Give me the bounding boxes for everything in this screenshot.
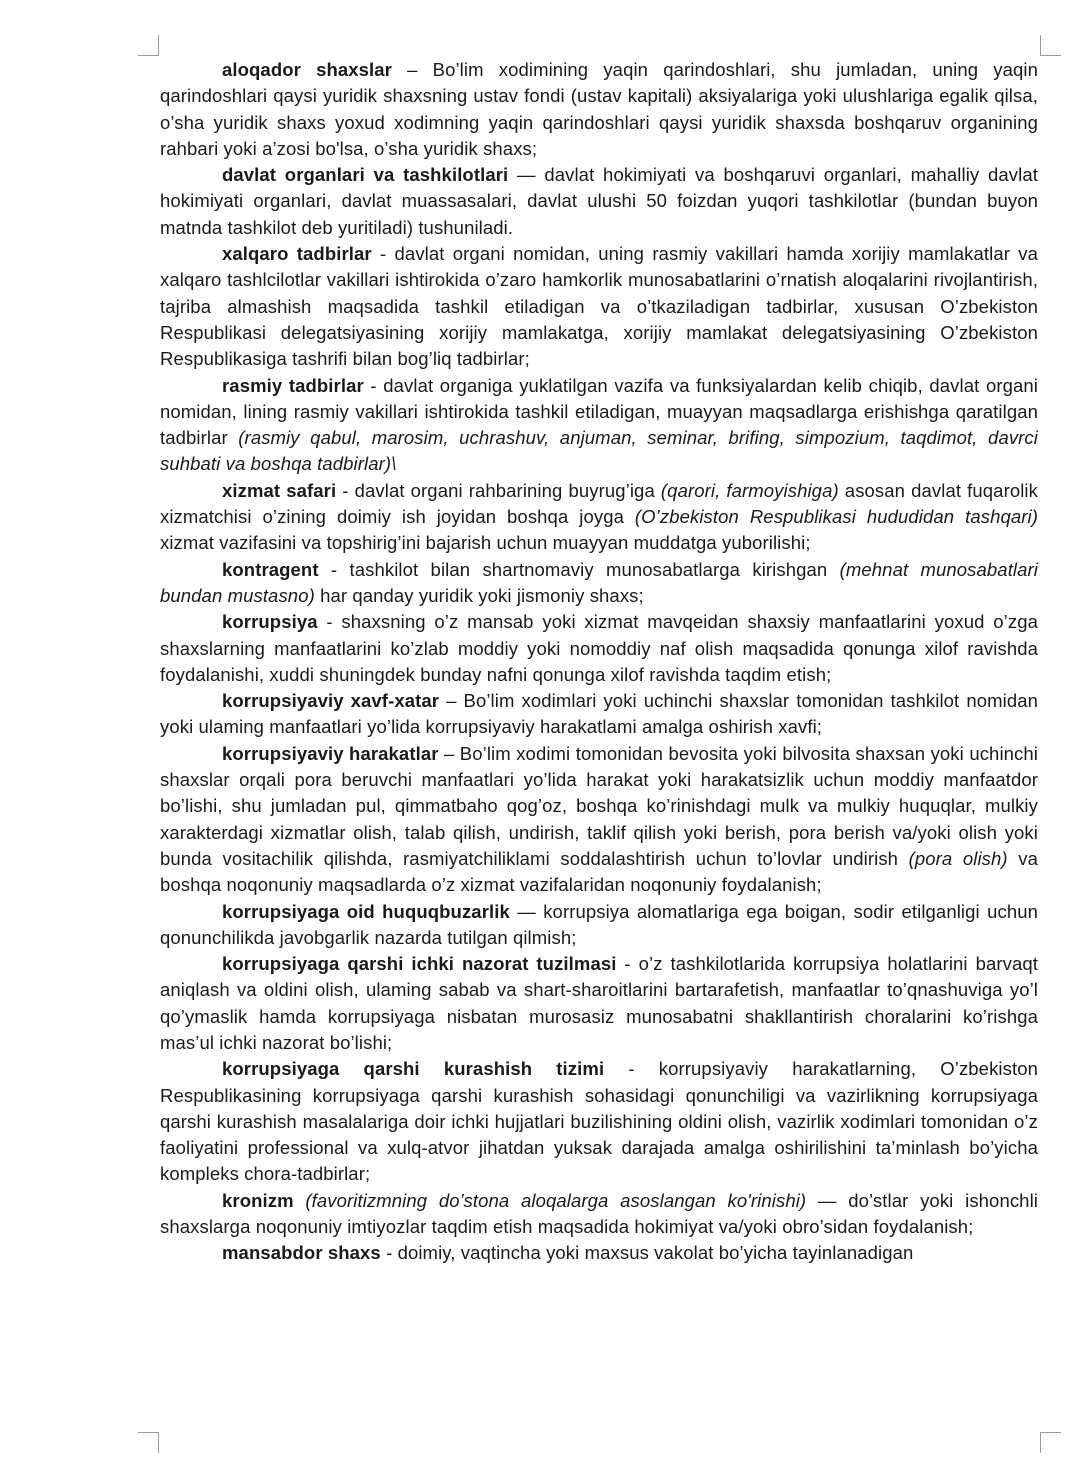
crop-mark-bottom-right (1040, 1432, 1061, 1453)
text-run: - o’z tashkilotlarida korrupsiya holatlarini barvaqt aniqlash va oldini olish, ulaming sabab va shart-sharoitlarini bartarafetish, manfaatlar to’qnashuviga yo’l qo’ymaslik hamda korrupsiyaga nisbatan murosasiz munosabatni shakllantirish choralarini ko’rishga mas’ul ichki nazorat bo’lishi; (160, 953, 1038, 1053)
text-run: — do’stlar yoki ishonchli shaxslarga noqonuniy imtiyozlar taqdim etish maqsadida hokimiyat va/yoki obro’sidan foydalanish; (160, 1189, 1038, 1238)
definition-paragraph (160, 688, 1038, 741)
text-run: har qanday yuridik yoki jismoniy shaxs; (314, 584, 644, 606)
definition-paragraph (160, 609, 1038, 688)
text-run: — davlat hokimiyati va boshqaruvi organlari, mahalliy davlat hokimiyati organlari, davlat muassasalari, davlat ulushi 50 foizdan yuqori tashkilotlar (bundan buyon matnda tashkilot deb yuritiladi) tushuniladi. (160, 164, 1038, 238)
text-run: xizmat vazifasini va topshirig’ini bajarish uchun muayyan muddatga yuborilishi; (160, 532, 811, 554)
italic-text-run: (qarori, farmoyishiga) (660, 479, 839, 501)
defined-term: korrupsiyaviy xavf-xatar (222, 690, 440, 712)
definition-paragraph (160, 1056, 1038, 1187)
defined-term: xizmat safari (222, 479, 337, 501)
text-run: - davlat organi rahbarining buyrug’iga (336, 479, 661, 501)
definition-paragraph (160, 951, 1038, 1056)
defined-term: xalqaro tadbirlar (222, 243, 372, 265)
definition-paragraph (160, 241, 1038, 372)
text-run: - shaxsning o’z mansab yoki xizmat mavqeidan shaxsiy manfaatlarini yoxud o’zga shaxslarning manfaatlarini ko’zlab moddiy yoki nomoddiy naf olish maqsadida qonunga xilof ravishda foydalanishi, xuddi shuningdek bunday nafni qonunga xilof ravishda taqdim etish; (160, 611, 1038, 685)
italic-text-run: (mehnat munosabatlari bundan mustasno) (160, 558, 1039, 606)
text-run: – Bo’lim xodimi tomonidan bevosita yoki bilvosita shaxsan yoki uchinchi shaxslar orqali pora beruvchi manfaatlari yo’lida harakat yoki harakatsizlik uchun moddiy manfaatdor bo’lishi, shu jumladan pul, qimmatbaho qog’oz, boshqa ko’rinishdagi mulk va mulkiy huquqlar, mulkiy xarakterdagi xizmatlar olish, talab qilish, undirish, taklif qilish yoki berish, pora berish va/yoki olish yoki bunda vositachilik qilishda, rasmiyatchiliklami soddalashtirish uchun to’lovlar undirish (160, 742, 1038, 869)
defined-term: aloqador shaxslar (222, 59, 392, 80)
text-run: - doimiy, vaqtincha yoki maxsus vakolat bo’yicha tayinlanadigan (380, 1242, 914, 1264)
defined-term: mansabdor shaxs (222, 1242, 381, 1264)
text-run: - davlat organiga yuklatilgan vazifa va funksiyalardan kelib chiqib, davlat organi nomidan, lining rasmiy vakillari ishtirokida tashkil etiladigan, muayyan maqsadlarga erishishga qaratilgan tadbirlar (160, 374, 1038, 449)
definition-paragraph (160, 373, 1038, 478)
defined-term: rasmiy tadbirlar (222, 374, 364, 396)
italic-text-run: (pora olish) (908, 847, 1008, 869)
text-run: - tashkilot bilan shartnomaviy munosabatlarga kirishgan (318, 558, 840, 580)
document-body (160, 57, 1038, 1267)
text-run: - korrupsiyaviy harakatlarning, O’zbekiston Respublikasining korrupsiyaga qarshi kurashish sohasidagi qonunchiligi va vazirlikning korrupsiyaga qarshi kurashish masalalariga doir ichki hujjatlari buzilishining oldini olish, vazirlik xodimlari tomonidan o’z faoliyatini professional va xulq-atvor jihatdan yuksak darajada amalga oshirilishini ta’minlash bo’yicha kompleks chora-tadbirlar; (160, 1058, 1038, 1185)
definition-paragraph (160, 899, 1038, 952)
defined-term: korrupsiyaga oid huquqbuzarlik (222, 900, 510, 922)
text-run: asosan davlat fuqarolik xizmatchisi o’zining doimiy ish joyidan boshqa joyga (160, 479, 1038, 528)
definition-paragraph (160, 557, 1038, 610)
italic-text-run: (favoritizmning do’stona aloqalarga asoslangan ko'rinishi) (305, 1189, 807, 1211)
crop-mark-top-left (138, 35, 159, 56)
italic-text-run: (O’zbekiston Respublikasi hududidan tashqari) (634, 506, 1038, 528)
definition-paragraph (160, 57, 1038, 162)
defined-term: kontragent (222, 558, 319, 580)
text-run: – Bo’lim xodimining yaqin qarindoshlari, shu jumladan, uning yaqin qarindoshlari qaysi yuridik shaxsning ustav fondi (ustav kapitali) aksiyalariga yoki ulushlariga egalik qilsa, o’sha yuridik shaxs yoxud xodimning yaqin qarindoshlari qaysi yuridik shaxsda boshqaruv organining rahbari yoki a’zosi bo'lsa, o’sha yuridik shaxs; (160, 59, 1038, 159)
text-run: va boshqa noqonuniy maqsadlarda o’z xizmat vazifalaridan noqonuniy foydalanish; (160, 847, 1038, 896)
defined-term: korrupsiya (222, 611, 318, 633)
italic-text-run: (rasmiy qabul, marosim, uchrashuv, anjuman, seminar, brifing, simpozium, taqdimot, davrci suhbati va boshqa tadbirlar)\ (160, 427, 1038, 475)
definition-paragraph (160, 162, 1038, 241)
defined-term: kronizm (222, 1189, 294, 1211)
text-run (294, 1190, 306, 1211)
crop-mark-bottom-left (138, 1432, 159, 1453)
defined-term: korrupsiyaga qarshi ichki nazorat tuzilmasi (222, 953, 617, 975)
text-run: – Bo’lim xodimlari yoki uchinchi shaxslar tomonidan tashkilot nomidan yoki ulaming manfaatlari yo’lida korrupsiyaviy harakatlami amalga oshirish xavfi; (160, 690, 1038, 738)
text-run: - davlat organi nomidan, uning rasmiy vakillari hamda xorijiy mamlakatlar va xalqaro tashlcilotlar vakillari ishtirokida o’zaro hamkorlik munosabatlarini o’rnatish aloqalarini rivojlantirish, tajriba almashish maqsadida tashkil etiladigan va o’tkaziladigan tadbirlar, xususan O’zbekiston Respublikasi delegatsiyasining xorijiy mamlakatga, xorijiy mamlakat delegatsiyasining O’zbekiston Respublikasiga tashrifi bilan bog’liq tadbirlar; (160, 243, 1039, 370)
definition-paragraph (160, 1188, 1038, 1241)
defined-term: korrupsiyaga qarshi kurashish tizimi (222, 1058, 605, 1080)
crop-mark-top-right (1040, 35, 1061, 56)
text-run: — korrupsiya alomatlariga ega boigan, sodir etilganligi uchun qonunchilikda javobgarlik nazarda tutilgan qilmish; (160, 900, 1038, 948)
definition-paragraph (160, 1240, 1038, 1266)
defined-term: davlat organlari va tashkilotlari (222, 164, 509, 186)
defined-term: korrupsiyaviy harakatlar (222, 742, 439, 764)
definition-paragraph (160, 478, 1038, 557)
definition-paragraph (160, 741, 1038, 899)
